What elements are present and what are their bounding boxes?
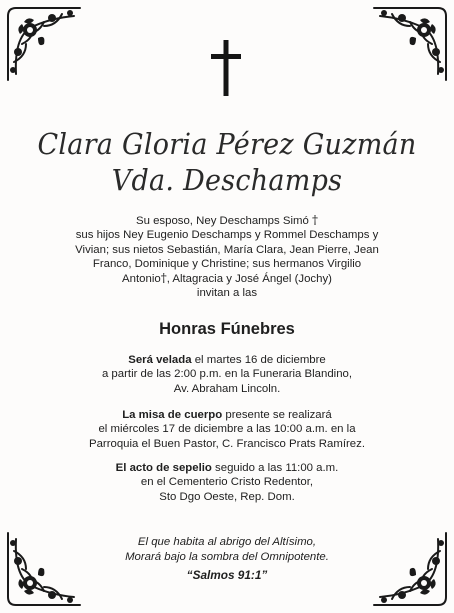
wake-details (40, 353, 414, 396)
event-text: el miércoles 17 de diciembre a las 10:00 a.m. en la (98, 423, 356, 436)
event-text: seguido a las 11:00 a.m. (211, 462, 339, 474)
dagger-icon: † (312, 213, 318, 227)
event-text: Parroquia el Buen Pastor, C. Francisco Prats Ramírez. (88, 437, 366, 450)
family-announcement (70, 213, 384, 301)
event-text: Av. Abraham Lincoln. (173, 382, 281, 395)
family-line: invitan a las (196, 287, 258, 300)
deceased-name-suffix: Vda. Deschamps (111, 163, 343, 197)
family-text: Antonio (122, 273, 161, 286)
event-label: El acto de sepelio (115, 462, 212, 474)
family-text: , Altagracia y José Ángel (Jochy) (166, 273, 332, 286)
dagger-icon: † (160, 271, 167, 286)
family-text: Su esposo, Ney Deschamps Simó (135, 215, 309, 227)
cross-icon (211, 40, 241, 96)
family-line (70, 271, 384, 286)
event-label: Será velada (128, 354, 192, 366)
section-heading: Honras Fúnebres (159, 320, 295, 338)
verse-line: El que habita al abrigo del Altísimo, (137, 536, 317, 548)
verse-line: Morará bajo la sombra del Omnipotente. (125, 550, 329, 563)
event-text: presente se realizará (222, 409, 332, 421)
event-text: el martes 16 de diciembre (191, 354, 326, 366)
event-label: La misa de cuerpo (122, 409, 223, 421)
floral-corner-ornament-top-left (4, 4, 84, 84)
mass-details (40, 408, 414, 451)
bible-verse (40, 535, 414, 564)
family-line (70, 213, 384, 228)
event-text: a partir de las 2:00 p.m. en la Funeraria Blandino, (101, 368, 353, 381)
floral-corner-ornament-top-right (370, 4, 450, 84)
family-line: Franco, Dominique y Christine; sus hermanos Virgilio (92, 257, 362, 270)
deceased-name: Clara Gloria Pérez Guzmán (37, 127, 417, 161)
event-text: Sto Dgo Oeste, Rep. Dom. (159, 490, 295, 503)
family-line: Vivian; sus nietos Sebastián, María Clara, Jean Pierre, Jean (75, 243, 379, 256)
family-line: sus hijos Ney Eugenio Deschamps y Rommel Deschamps y (75, 229, 379, 242)
burial-details (40, 461, 414, 504)
verse-citation: “Salmos 91:1” (186, 568, 268, 582)
event-text: en el Cementerio Cristo Redentor, (140, 476, 314, 489)
